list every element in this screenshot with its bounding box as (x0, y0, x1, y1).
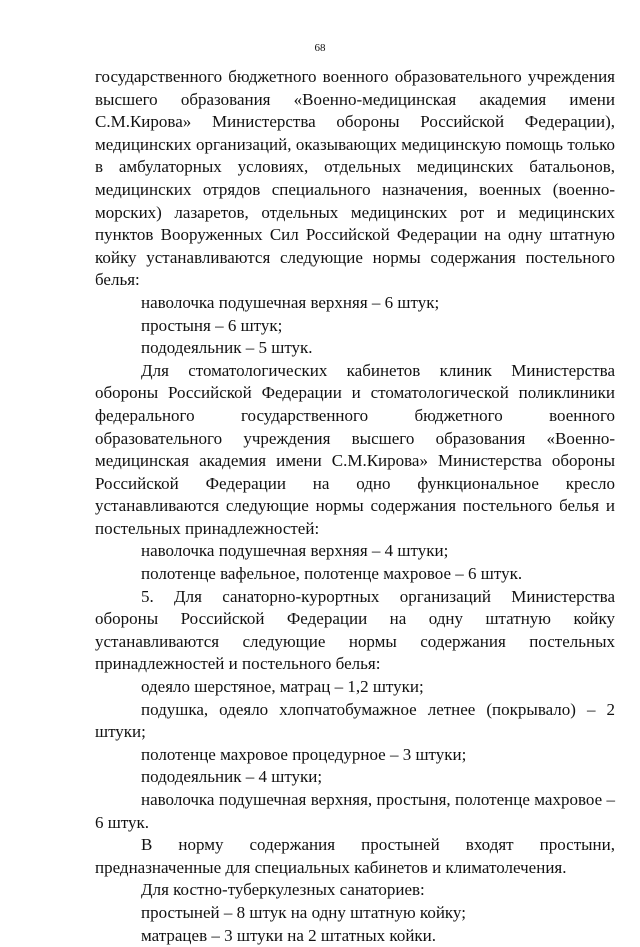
norm-item-pillowcase: наволочка подушечная верхняя – 6 штук; (141, 292, 440, 312)
norm-item-duvet-cover: пододеяльник – 5 штук. (141, 338, 313, 358)
norm-item-pillow-summer-blanket: подушка, одеяло хлопчатобумажное летнее (покрывало) – 2 штуки; (95, 699, 615, 742)
paragraph-tuberculosis-sanatoriums: Для костно-туберкулезных санаториев: (141, 880, 425, 900)
paragraph-sheets-note: В норму содержания простыней входят простыни, предназначенные для специальных кабинетов и климатолечения. (95, 835, 615, 877)
page-number: 68 (314, 42, 326, 54)
paragraph-section-5-sanatorium: 5. Для санаторно-курортных организаций Министерства обороны Российской Федерации на одну штатную койку устанавливаются следующие нормы содержания постельных принадлежностей и постельного белья: (95, 586, 615, 674)
norm-item-tb-mattresses: матрацев – 3 штуки на 2 штатных койки. (141, 925, 437, 945)
norm-item-procedure-towel: полотенце махровое процедурное – 3 штуки; (141, 744, 467, 764)
norm-item-blanket-mattress: одеяло шерстяное, матрац – 1,2 штуки; (141, 677, 424, 697)
norm-item-dental-towels: полотенце вафельное, полотенце махровое – 6 штук. (141, 564, 523, 584)
paragraph-dental-offices: Для стоматологических кабинетов клиник Министерства обороны Российской Федерации и стоматологической поликлиники федерального государственного бюджетного военного образовательного учреждения высшего образования «Военно-медицинская академия имени С.М.Кирова» Министерства обороны Российской Федерации на одно функциональное кресло устанавливаются следующие нормы содержания постельного белья и постельных принадлежностей: (95, 360, 615, 538)
norm-item-dental-pillowcase: наволочка подушечная верхняя – 4 штуки; (141, 541, 449, 561)
document-body (95, 66, 615, 947)
norm-item-sanatorium-duvet-cover: пододеяльник – 4 штуки; (141, 767, 323, 787)
norm-item-tb-sheets: простыней – 8 штук на одну штатную койку; (141, 902, 466, 922)
paragraph-intro-continuation: государственного бюджетного военного образовательного учреждения высшего образования «Военно-медицинская академия имени С.М.Кирова» Министерства обороны Российской Федерации), медицинских организаций, оказывающих медицинскую помощь только в амбулаторных условиях, отдельных медицинских батальонов, медицинских отрядов специального назначения, военных (военно-морских) лазаретов, отдельных медицинских рот и медицинских пунктов Вооруженных Сил Российской Федерации на одну штатную койку устанавливаются следующие нормы содержания постельного белья: (95, 67, 615, 290)
norm-item-pillowcase-sheet-towel: наволочка подушечная верхняя, простыня, полотенце махровое – 6 штук. (95, 790, 615, 832)
norm-item-sheet: простыня – 6 штук; (141, 315, 283, 335)
